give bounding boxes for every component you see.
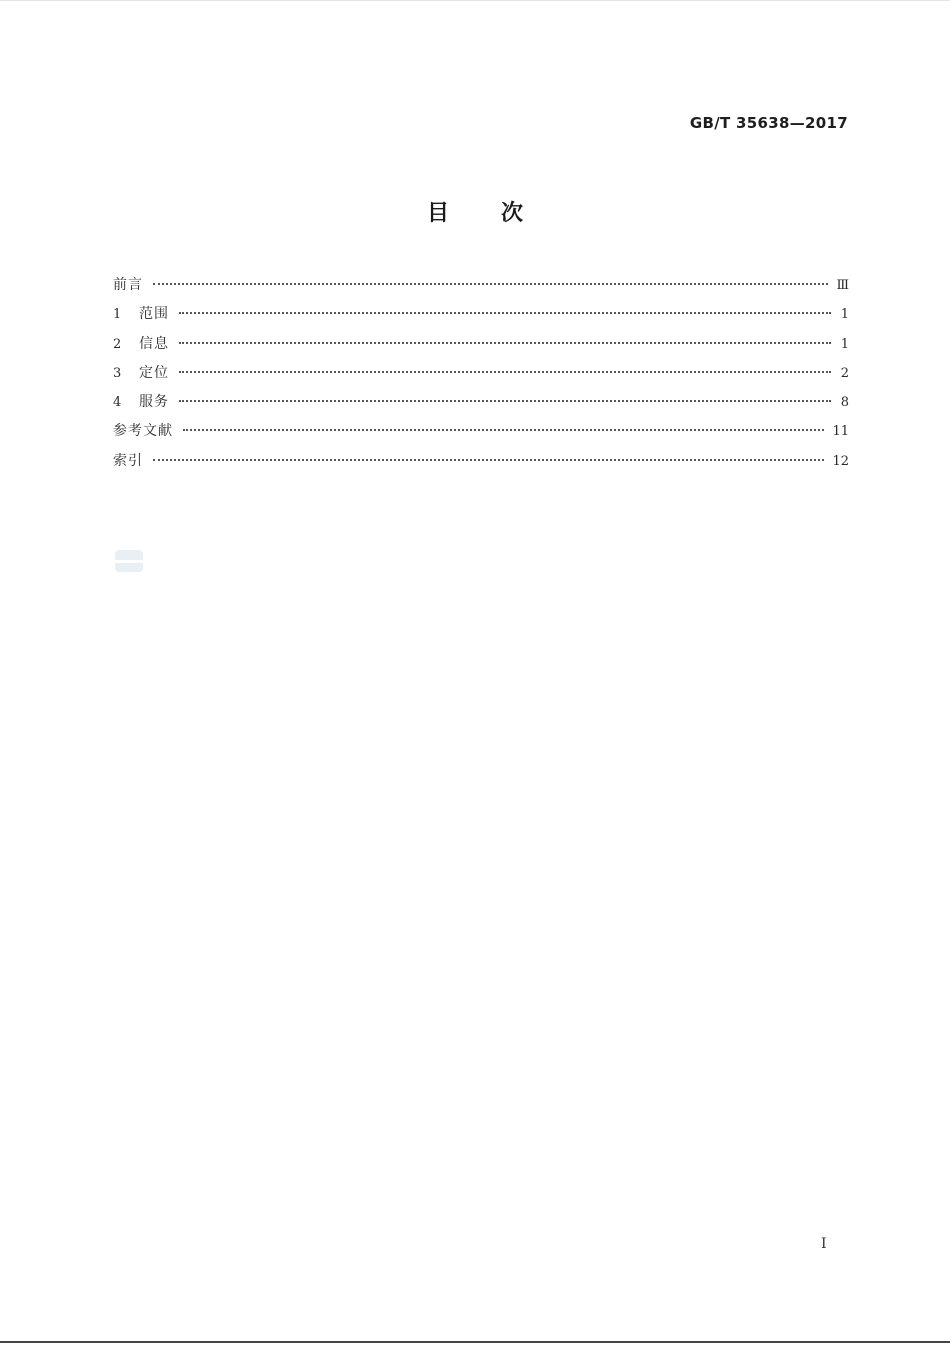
toc-entry-index[interactable] [113, 450, 849, 479]
toc-entry-service[interactable] [113, 391, 849, 420]
toc-entry-page: Ⅲ [836, 278, 849, 293]
page-bottom-rule [0, 1341, 950, 1343]
toc-leader-dots [179, 400, 831, 402]
toc-leader-dots [179, 342, 831, 344]
toc-entry-positioning[interactable] [113, 362, 849, 391]
toc-entry-scope[interactable] [113, 303, 849, 332]
toc-leader-dots [179, 371, 831, 373]
page-number: I [821, 1236, 827, 1252]
toc-entry-page: 1 [840, 307, 849, 323]
toc-leader-dots [179, 312, 831, 314]
toc-entry-label: 前言 [113, 277, 143, 293]
toc-entry-references[interactable] [113, 420, 849, 449]
toc-entry-foreword[interactable] [113, 274, 849, 303]
toc-entry-number: 3 [113, 365, 122, 381]
toc-leader-dots [153, 283, 828, 285]
toc-entry-label: 定位 [139, 364, 169, 381]
toc-entry-label: 索引 [113, 452, 143, 469]
standard-code: GB/T 35638—2017 [689, 114, 848, 132]
toc-entry-page: 8 [840, 395, 849, 411]
toc-entry-page: 12 [832, 453, 849, 469]
toc-leader-dots [183, 429, 824, 431]
table-of-contents [113, 274, 849, 479]
toc-entry-number: 4 [113, 395, 122, 411]
toc-entry-number: 1 [113, 307, 122, 323]
toc-entry-information[interactable] [113, 333, 849, 362]
toc-entry-label: 信息 [139, 335, 169, 352]
toc-entry-number: 2 [113, 336, 122, 352]
toc-entry-label: 参考文献 [113, 423, 173, 440]
page-title: 目次 [426, 201, 575, 226]
toc-entry-page: 1 [840, 336, 849, 352]
toc-leader-dots [153, 459, 824, 461]
toc-entry-label: 服务 [139, 394, 169, 411]
page-top-edge [0, 0, 950, 1]
toc-entry-label: 范围 [139, 306, 169, 323]
toc-entry-page: 11 [832, 424, 849, 440]
scan-artifact [115, 550, 143, 572]
toc-entry-page: 2 [840, 365, 849, 381]
